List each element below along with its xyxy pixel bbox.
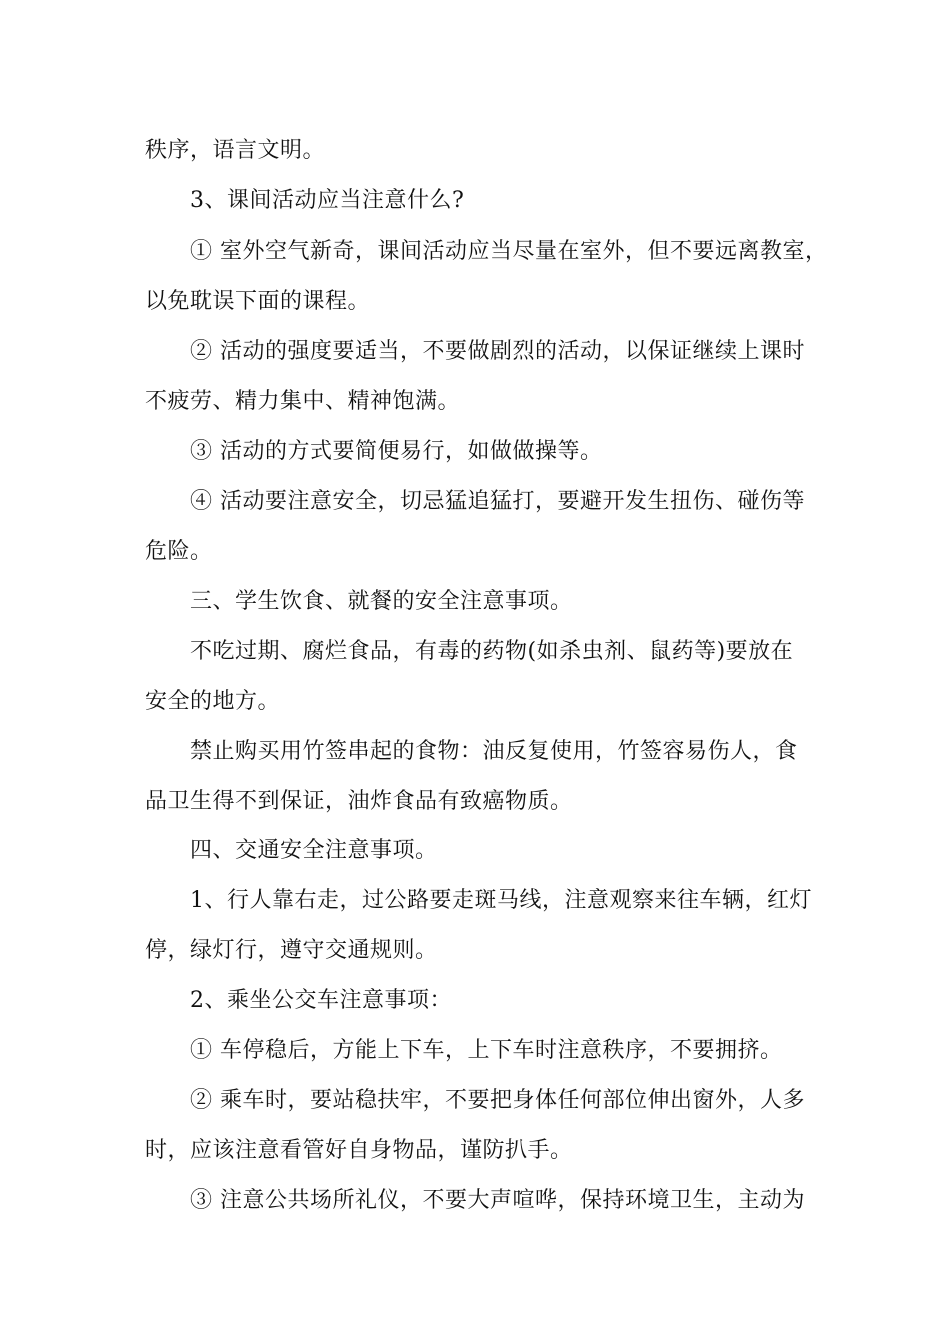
text-line: 以免耽误下面的课程。 [145,289,371,314]
text-line: 秩序，语言文明。 [145,138,326,163]
text-line: 禁止购买用竹签串起的食物：油反复使用，竹签容易伤人，食 [190,739,798,764]
section-heading: 四、交通安全注意事项。 [190,838,438,863]
text-line: ① 室外空气新奇，课间活动应当尽量在室外，但不要远离教室， [190,239,828,264]
text-line: 时，应该注意看管好自身物品，谨防扒手。 [145,1138,573,1163]
text-line: 危险。 [145,539,213,564]
text-line: ③ 活动的方式要简便易行，如做做操等。 [190,439,603,464]
text-line: 1、行人靠右走，过公路要走斑马线，注意观察来往车辆，红灯 [190,888,812,913]
text-line: 停，绿灯行，遵守交通规则。 [145,938,438,963]
text-line: 不吃过期、腐烂食品，有毒的药物(如杀虫剂、鼠药等)要放在 [190,639,794,664]
text-line: ① 车停稳后，方能上下车，上下车时注意秩序，不要拥挤。 [190,1038,783,1063]
text-line: 2、乘坐公交车注意事项： [190,988,452,1013]
text-line: 不疲劳、精力集中、精神饱满。 [145,389,461,414]
text-line: ③ 注意公共场所礼仪，不要大声喧哗，保持环境卫生，主动为 [190,1188,805,1213]
text-line: 3、课间活动应当注意什么? [190,188,465,213]
text-line: 安全的地方。 [145,689,281,714]
text-line: ② 活动的强度要适当，不要做剧烈的活动，以保证继续上课时 [190,339,805,364]
text-line: ④ 活动要注意安全，切忌猛追猛打，要避开发生扭伤、碰伤等 [190,489,805,514]
text-line: ② 乘车时，要站稳扶牢，不要把身体任何部位伸出窗外，人多 [190,1088,805,1113]
text-line: 品卫生得不到保证，油炸食品有致癌物质。 [145,789,573,814]
section-heading: 三、学生饮食、就餐的安全注意事项。 [190,589,573,614]
